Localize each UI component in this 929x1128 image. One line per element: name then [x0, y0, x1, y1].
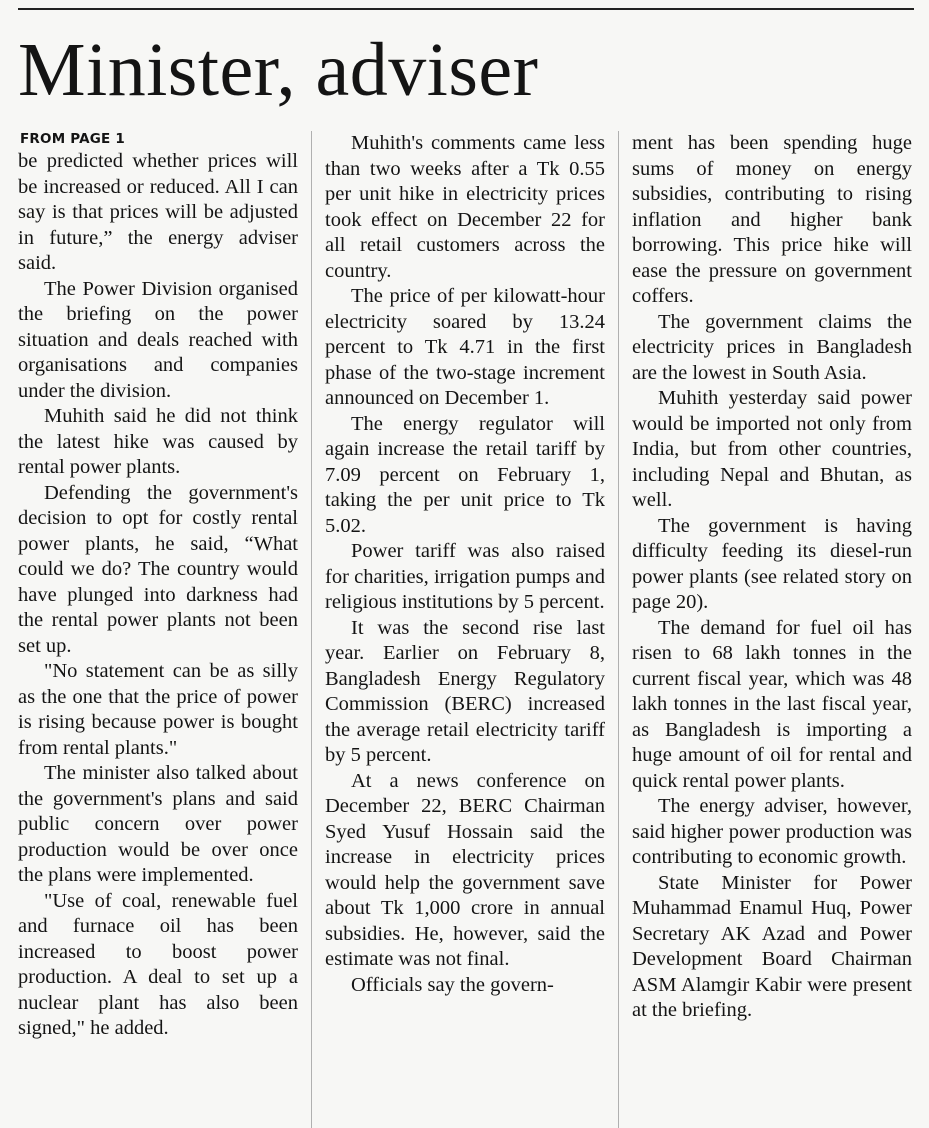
article-column-3 [632, 131, 912, 1024]
paragraph: The government is having difficulty feeding its diesel-run power plants (see related story on page 20). [632, 514, 912, 613]
article-column-1 [18, 149, 298, 1042]
column-divider [311, 131, 312, 1128]
paragraph: The demand for fuel oil has risen to 68 lakh tonnes in the current fiscal year, which was 48 lakh tonnes in the last fiscal year, as Bangladesh is importing a huge amount of oil for rental and quick rental power plants. [632, 616, 912, 792]
paragraph: "Use of coal, renewable fuel and furnace oil has been increased to boost power production. A deal to set up a nuclear plant has also been signed," he added. [18, 889, 298, 1039]
paragraph: It was the second rise last year. Earlier on February 8, Bangladesh Energy Regulatory Commission (BERC) increased the average retail electricity tariff by 5 percent. [325, 616, 605, 766]
paragraph: The price of per kilowatt-hour electricity soared by 13.24 percent to Tk 4.71 in the first phase of the two-stage increment announced on December 1. [325, 285, 605, 409]
paragraph: Defending the government's decision to opt for costly rental power plants, he said, “What could we do? The country would have plunged into darkness had the rental power plants not been set up. [18, 481, 298, 657]
paragraph: The energy regulator will again increase the retail tariff by 7.09 percent on February 1, taking the per unit price to Tk 5.02. [325, 412, 605, 537]
paragraph: The Power Division organised the briefing on the power situation and deals reached with organisations and companies under the division. [18, 277, 298, 402]
paragraph: The minister also talked about the government's plans and said public concern over power production would be over once the plans were implemented. [18, 762, 298, 886]
paragraph: State Minister for Power Muhammad Enamul Huq, Power Secretary AK Azad and Power Development Board Chairman ASM Alamgir Kabir were present at the briefing. [632, 871, 912, 1021]
article-column-2 [325, 131, 605, 998]
paragraph: Muhith said he did not think the latest hike was caused by rental power plants. [18, 405, 298, 478]
paragraph: The government claims the electricity prices in Bangladesh are the lowest in South Asia. [632, 310, 912, 384]
paragraph: Officials say the govern- [351, 973, 554, 996]
paragraph: The energy adviser, however, said higher power production was contributing to economic growth. [632, 795, 912, 868]
continuation-kicker: FROM PAGE 1 [20, 131, 125, 147]
paragraph: "No statement can be as silly as the one that the price of power is rising because power is bought from rental plants." [18, 660, 298, 759]
paragraph: Muhith yesterday said power would be imported not only from India, but from other countries, including Nepal and Bhutan, as well. [632, 387, 912, 511]
paragraph: Power tariff was also raised for charities, irrigation pumps and religious institutions by 5 percent. [325, 540, 605, 613]
paragraph: Muhith's comments came less than two weeks after a Tk 0.55 per unit hike in electricity prices took effect on December 22 for all retail customers across the country. [325, 132, 605, 282]
headline: Minister, adviser [18, 28, 539, 112]
top-rule [18, 8, 914, 10]
paragraph: ment has been spending huge sums of money on energy subsidies, contributing to rising inflation and higher bank borrowing. This price hike will ease the pressure on government coffers. [632, 132, 912, 307]
paragraph: be predicted whether prices will be increased or reduced. All I can say is that prices will be adjusted in future,” the energy adviser said. [18, 150, 298, 274]
column-divider [618, 131, 619, 1128]
paragraph: At a news conference on December 22, BERC Chairman Syed Yusuf Hossain said the increase in electricity prices would help the government save about Tk 1,000 crore in annual subsidies. He, however, said the estimate was not final. [325, 769, 605, 970]
